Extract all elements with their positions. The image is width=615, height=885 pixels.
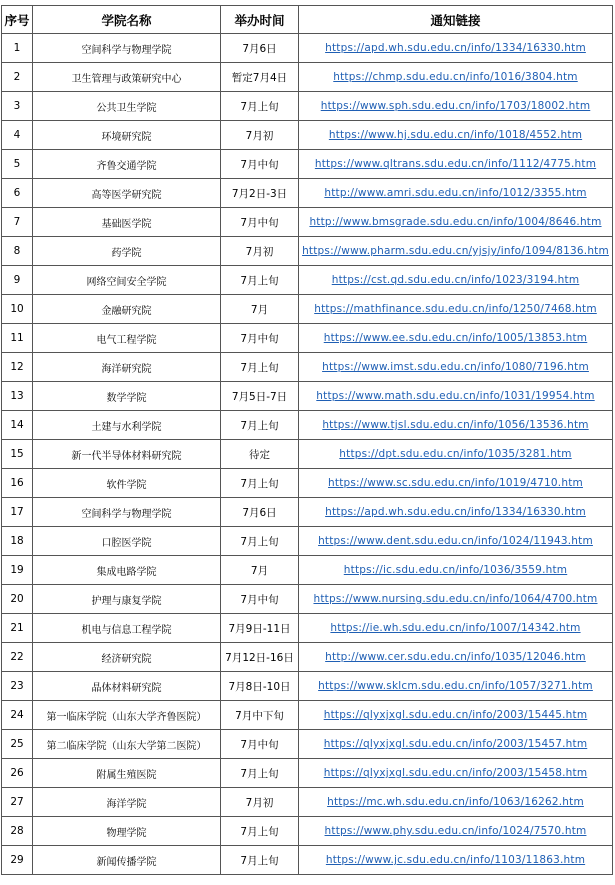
table-row <box>2 556 613 585</box>
college-name: 新闻传播学院 <box>33 846 221 875</box>
college-name: 护理与康复学院 <box>33 585 221 614</box>
table-row <box>2 788 613 817</box>
row-number: 26 <box>2 759 33 788</box>
college-schedule-table <box>1 5 613 875</box>
college-name: 空间科学与物理学院 <box>33 498 221 527</box>
table-row <box>2 353 613 382</box>
row-number: 1 <box>2 34 33 63</box>
event-time: 7月初 <box>221 788 299 817</box>
table-row <box>2 498 613 527</box>
college-name: 软件学院 <box>33 469 221 498</box>
row-number: 21 <box>2 614 33 643</box>
college-name: 集成电路学院 <box>33 556 221 585</box>
college-name: 海洋学院 <box>33 788 221 817</box>
row-number: 3 <box>2 92 33 121</box>
event-time: 7月上旬 <box>221 92 299 121</box>
notice-link[interactable]: https://dpt.sdu.edu.cn/info/1035/3281.htm <box>299 440 613 469</box>
college-name: 金融研究院 <box>33 295 221 324</box>
college-name: 海洋研究院 <box>33 353 221 382</box>
row-number: 23 <box>2 672 33 701</box>
college-name: 新一代半导体材料研究院 <box>33 440 221 469</box>
event-time: 7月6日 <box>221 34 299 63</box>
college-name: 口腔医学院 <box>33 527 221 556</box>
row-number: 12 <box>2 353 33 382</box>
event-time: 7月6日 <box>221 498 299 527</box>
notice-link[interactable]: https://www.qltrans.sdu.edu.cn/info/1112/4775.htm <box>299 150 613 179</box>
table-row <box>2 179 613 208</box>
college-name: 卫生管理与政策研究中心 <box>33 63 221 92</box>
header-link: 通知链接 <box>299 6 613 34</box>
table-row <box>2 92 613 121</box>
header-college-name: 学院名称 <box>33 6 221 34</box>
event-time: 7月中下旬 <box>221 701 299 730</box>
event-time: 7月上旬 <box>221 759 299 788</box>
notice-link[interactable]: https://www.nursing.sdu.edu.cn/info/1064/4700.htm <box>299 585 613 614</box>
notice-link[interactable]: https://mc.wh.sdu.edu.cn/info/1063/16262.htm <box>299 788 613 817</box>
row-number: 25 <box>2 730 33 759</box>
college-name: 电气工程学院 <box>33 324 221 353</box>
notice-link[interactable]: http://www.cer.sdu.edu.cn/info/1035/12046.htm <box>299 643 613 672</box>
notice-link[interactable]: https://ie.wh.sdu.edu.cn/info/1007/14342.htm <box>299 614 613 643</box>
table-row <box>2 817 613 846</box>
table-row <box>2 440 613 469</box>
table-row <box>2 701 613 730</box>
notice-link[interactable]: https://www.sc.sdu.edu.cn/info/1019/4710.htm <box>299 469 613 498</box>
table-row <box>2 643 613 672</box>
row-number: 15 <box>2 440 33 469</box>
table-row <box>2 759 613 788</box>
college-name: 环境研究院 <box>33 121 221 150</box>
row-number: 10 <box>2 295 33 324</box>
event-time: 7月2日-3日 <box>221 179 299 208</box>
college-name: 附属生殖医院 <box>33 759 221 788</box>
event-time: 待定 <box>221 440 299 469</box>
event-time: 7月初 <box>221 121 299 150</box>
table-body <box>2 34 613 875</box>
notice-link[interactable]: https://chmp.sdu.edu.cn/info/1016/3804.htm <box>299 63 613 92</box>
notice-link[interactable]: https://ic.sdu.edu.cn/info/1036/3559.htm <box>299 556 613 585</box>
event-time: 7月初 <box>221 237 299 266</box>
notice-link[interactable]: https://mathfinance.sdu.edu.cn/info/1250/7468.htm <box>299 295 613 324</box>
row-number: 11 <box>2 324 33 353</box>
table-row <box>2 295 613 324</box>
row-number: 7 <box>2 208 33 237</box>
notice-link[interactable]: https://cst.qd.sdu.edu.cn/info/1023/3194.htm <box>299 266 613 295</box>
event-time: 7月 <box>221 556 299 585</box>
notice-link[interactable]: https://apd.wh.sdu.edu.cn/info/1334/16330.htm <box>299 498 613 527</box>
table-row <box>2 469 613 498</box>
notice-link[interactable]: https://www.pharm.sdu.edu.cn/yjsjy/info/1094/8136.htm <box>299 237 613 266</box>
college-name: 药学院 <box>33 237 221 266</box>
college-name: 公共卫生学院 <box>33 92 221 121</box>
header-row <box>2 6 613 34</box>
row-number: 17 <box>2 498 33 527</box>
event-time: 暂定7月4日 <box>221 63 299 92</box>
table-row <box>2 237 613 266</box>
row-number: 27 <box>2 788 33 817</box>
college-name: 空间科学与物理学院 <box>33 34 221 63</box>
notice-link[interactable]: https://qlyxjxgl.sdu.edu.cn/info/2003/15457.htm <box>299 730 613 759</box>
table-row <box>2 585 613 614</box>
row-number: 29 <box>2 846 33 875</box>
notice-link[interactable]: https://www.tjsl.sdu.edu.cn/info/1056/13536.htm <box>299 411 613 440</box>
event-time: 7月上旬 <box>221 817 299 846</box>
event-time: 7月上旬 <box>221 469 299 498</box>
event-time: 7月中旬 <box>221 730 299 759</box>
table-row <box>2 150 613 179</box>
row-number: 16 <box>2 469 33 498</box>
table-row <box>2 730 613 759</box>
table-row <box>2 63 613 92</box>
event-time: 7月5日-7日 <box>221 382 299 411</box>
notice-link[interactable]: https://qlyxjxgl.sdu.edu.cn/info/2003/15458.htm <box>299 759 613 788</box>
college-name: 机电与信息工程学院 <box>33 614 221 643</box>
college-name: 晶体材料研究院 <box>33 672 221 701</box>
event-time: 7月中旬 <box>221 585 299 614</box>
table-row <box>2 614 613 643</box>
college-name: 网络空间安全学院 <box>33 266 221 295</box>
event-time: 7月中旬 <box>221 208 299 237</box>
table-row <box>2 208 613 237</box>
notice-link[interactable]: https://www.imst.sdu.edu.cn/info/1080/7196.htm <box>299 353 613 382</box>
event-time: 7月上旬 <box>221 527 299 556</box>
event-time: 7月上旬 <box>221 353 299 382</box>
row-number: 6 <box>2 179 33 208</box>
header-time: 举办时间 <box>221 6 299 34</box>
notice-link[interactable]: https://www.sklcm.sdu.edu.cn/info/1057/3271.htm <box>299 672 613 701</box>
row-number: 19 <box>2 556 33 585</box>
notice-link[interactable]: http://www.bmsgrade.sdu.edu.cn/info/1004/8646.htm <box>299 208 613 237</box>
row-number: 13 <box>2 382 33 411</box>
college-name: 第一临床学院（山东大学齐鲁医院） <box>33 701 221 730</box>
row-number: 8 <box>2 237 33 266</box>
table-row <box>2 266 613 295</box>
table-row <box>2 121 613 150</box>
row-number: 22 <box>2 643 33 672</box>
notice-link[interactable]: https://www.sph.sdu.edu.cn/info/1703/18002.htm <box>299 92 613 121</box>
event-time: 7月上旬 <box>221 846 299 875</box>
event-time: 7月上旬 <box>221 266 299 295</box>
notice-link[interactable]: https://www.math.sdu.edu.cn/info/1031/19954.htm <box>299 382 613 411</box>
row-number: 14 <box>2 411 33 440</box>
row-number: 9 <box>2 266 33 295</box>
notice-link[interactable]: http://www.amri.sdu.edu.cn/info/1012/3355.htm <box>299 179 613 208</box>
college-name: 经济研究院 <box>33 643 221 672</box>
event-time: 7月12日-16日 <box>221 643 299 672</box>
college-name: 数学学院 <box>33 382 221 411</box>
college-name: 高等医学研究院 <box>33 179 221 208</box>
college-name: 物理学院 <box>33 817 221 846</box>
notice-link[interactable]: https://apd.wh.sdu.edu.cn/info/1334/16330.htm <box>299 34 613 63</box>
notice-link[interactable]: https://www.dent.sdu.edu.cn/info/1024/11943.htm <box>299 527 613 556</box>
row-number: 2 <box>2 63 33 92</box>
event-time: 7月中旬 <box>221 324 299 353</box>
event-time: 7月8日-10日 <box>221 672 299 701</box>
row-number: 20 <box>2 585 33 614</box>
table-row <box>2 411 613 440</box>
college-name: 第二临床学院（山东大学第二医院） <box>33 730 221 759</box>
header-number: 序号 <box>2 6 33 34</box>
notice-link[interactable]: https://www.jc.sdu.edu.cn/info/1103/11863.htm <box>299 846 613 875</box>
notice-link[interactable]: https://qlyxjxgl.sdu.edu.cn/info/2003/15445.htm <box>299 701 613 730</box>
row-number: 18 <box>2 527 33 556</box>
table-row <box>2 34 613 63</box>
notice-link[interactable]: https://www.hj.sdu.edu.cn/info/1018/4552.htm <box>299 121 613 150</box>
row-number: 24 <box>2 701 33 730</box>
event-time: 7月中旬 <box>221 150 299 179</box>
table-row <box>2 527 613 556</box>
row-number: 4 <box>2 121 33 150</box>
table-row <box>2 672 613 701</box>
notice-link[interactable]: https://www.ee.sdu.edu.cn/info/1005/13853.htm <box>299 324 613 353</box>
table-row <box>2 324 613 353</box>
table-row <box>2 846 613 875</box>
event-time: 7月9日-11日 <box>221 614 299 643</box>
event-time: 7月上旬 <box>221 411 299 440</box>
row-number: 5 <box>2 150 33 179</box>
college-name: 齐鲁交通学院 <box>33 150 221 179</box>
row-number: 28 <box>2 817 33 846</box>
notice-link[interactable]: https://www.phy.sdu.edu.cn/info/1024/7570.htm <box>299 817 613 846</box>
college-name: 土建与水利学院 <box>33 411 221 440</box>
event-time: 7月 <box>221 295 299 324</box>
college-name: 基础医学院 <box>33 208 221 237</box>
table-row <box>2 382 613 411</box>
